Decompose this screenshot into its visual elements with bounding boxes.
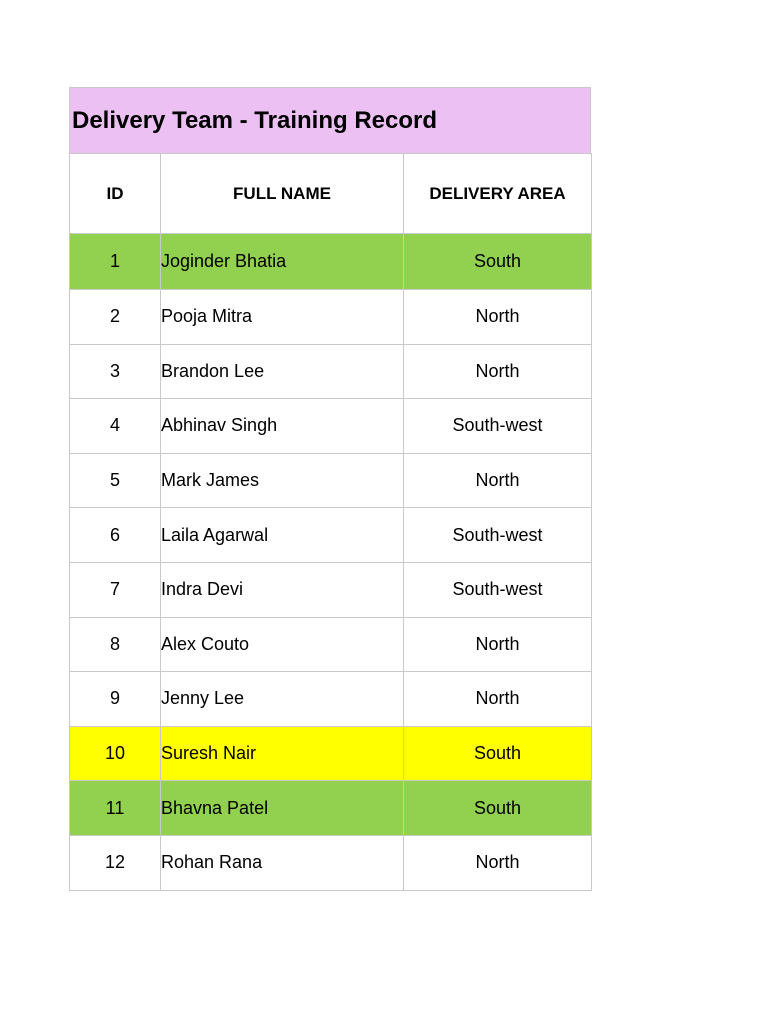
full-name-cell[interactable]: Alex Couto [161,617,404,672]
table-row [70,508,592,563]
column-header-full-name[interactable]: FULL NAME [161,154,404,234]
full-name-cell[interactable]: Bhavna Patel [161,781,404,836]
table-row [70,290,592,345]
delivery-area-cell[interactable]: South-west [404,508,592,563]
full-name-cell[interactable]: Suresh Nair [161,726,404,781]
id-cell[interactable]: 11 [70,781,161,836]
table-row [70,617,592,672]
full-name-cell[interactable]: Indra Devi [161,562,404,617]
delivery-area-cell[interactable]: North [404,617,592,672]
full-name-cell[interactable]: Rohan Rana [161,835,404,890]
table-row [70,835,592,890]
id-cell[interactable]: 9 [70,672,161,727]
table-row [70,672,592,727]
full-name-cell[interactable]: Laila Agarwal [161,508,404,563]
table-row [70,399,592,454]
full-name-cell[interactable]: Mark James [161,453,404,508]
delivery-area-cell[interactable]: North [404,672,592,727]
table-row [70,562,592,617]
id-cell[interactable]: 4 [70,399,161,454]
full-name-cell[interactable]: Brandon Lee [161,344,404,399]
sheet-title-cell[interactable] [69,87,591,153]
table-row [70,726,592,781]
spreadsheet [69,87,591,891]
training-record-table [69,153,592,891]
delivery-area-cell[interactable]: South [404,781,592,836]
column-header-delivery-area[interactable]: DELIVERY AREA [404,154,592,234]
sheet-title: Delivery Team - Training Record [72,106,438,134]
table-header [70,154,592,234]
delivery-area-cell[interactable]: South-west [404,399,592,454]
table-row [70,453,592,508]
id-cell[interactable]: 7 [70,562,161,617]
delivery-area-cell[interactable]: North [404,290,592,345]
delivery-area-cell[interactable]: South [404,726,592,781]
id-cell[interactable]: 5 [70,453,161,508]
full-name-cell[interactable]: Pooja Mitra [161,290,404,345]
id-cell[interactable]: 6 [70,508,161,563]
table-row [70,344,592,399]
table-row [70,781,592,836]
column-header-id[interactable]: ID [70,154,161,234]
id-cell[interactable]: 3 [70,344,161,399]
id-cell[interactable]: 8 [70,617,161,672]
table-body [70,234,592,891]
delivery-area-cell[interactable]: South-west [404,562,592,617]
full-name-cell[interactable]: Joginder Bhatia [161,234,404,290]
delivery-area-cell[interactable]: North [404,344,592,399]
table-row [70,234,592,290]
id-cell[interactable]: 10 [70,726,161,781]
delivery-area-cell[interactable]: North [404,835,592,890]
delivery-area-cell[interactable]: North [404,453,592,508]
id-cell[interactable]: 1 [70,234,161,290]
delivery-area-cell[interactable]: South [404,234,592,290]
full-name-cell[interactable]: Abhinav Singh [161,399,404,454]
id-cell[interactable]: 12 [70,835,161,890]
id-cell[interactable]: 2 [70,290,161,345]
full-name-cell[interactable]: Jenny Lee [161,672,404,727]
header-row [70,154,592,234]
